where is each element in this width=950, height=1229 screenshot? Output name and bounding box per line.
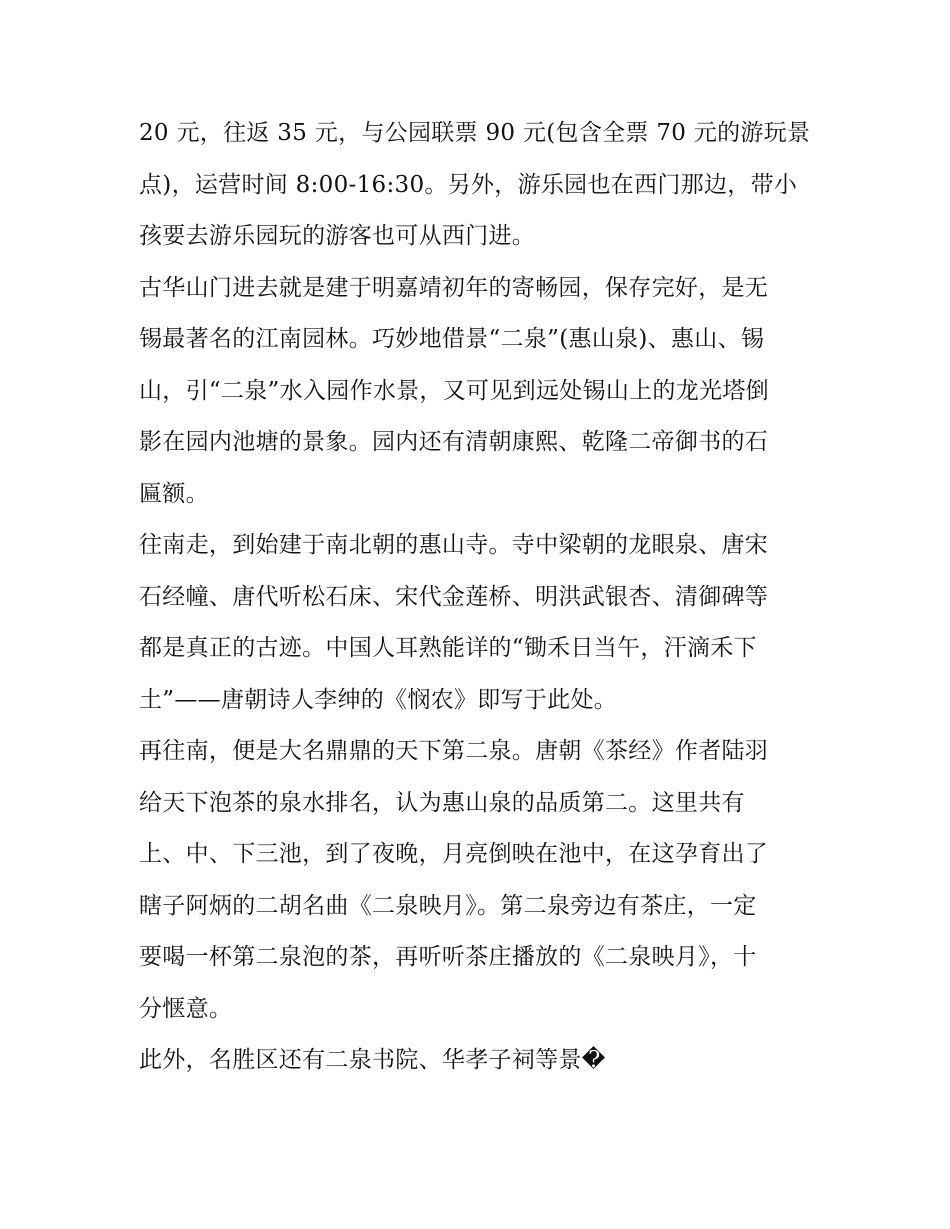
- text-line: 给天下泡茶的泉水排名，认为惠山泉的品质第二。这里共有: [139, 789, 745, 816]
- paragraph: [139, 263, 814, 521]
- text-line: 此外，名胜区还有二泉书院、华孝子祠等景�: [139, 1047, 606, 1073]
- text-line: 古华山门进去就是建于明嘉靖初年的寄畅园，保存完好，是无: [139, 274, 769, 301]
- text-line: 上、中、下三池，到了夜晚，月亮倒映在池中，在这孕育出了: [139, 841, 769, 867]
- paragraph: [139, 726, 814, 1035]
- text-line: 影在园内池塘的景象。园内还有清朝康熙、乾隆二帝御书的石: [139, 429, 769, 455]
- document-body: [139, 108, 814, 1087]
- paragraph: [139, 108, 814, 263]
- text-line: 都是真正的古迹。中国人耳熟能详的“锄禾日当午，汗滴禾下: [139, 635, 757, 661]
- text-line: 山，引“二泉”水入园作水景，又可见到远处锡山上的龙光塔倒: [139, 377, 769, 404]
- text-line: 分惬意。: [139, 995, 233, 1022]
- text-line: 石经幢、唐代听松石床、宋代金莲桥、明洪武银杏、清御碑等: [139, 583, 769, 610]
- text-line: 孩要去游乐园玩的游客也可从西门进。: [139, 223, 536, 249]
- paragraph: [139, 520, 814, 726]
- text-line: 20 元，往返 35 元，与公园联票 90 元(包含全票 70 元的游玩景: [139, 120, 811, 146]
- text-line: 土”——唐朝诗人李绅的《悯农》即写于此处。: [139, 686, 618, 713]
- text-line: 点)，运营时间 8:00-16:30。另外，游乐园也在西门那边，带小: [139, 171, 798, 198]
- text-line: 再往南，便是大名鼎鼎的天下第二泉。唐朝《茶经》作者陆羽: [139, 738, 769, 764]
- text-line: 往南走，到始建于南北朝的惠山寺。寺中梁朝的龙眼泉、唐宋: [139, 532, 769, 558]
- text-line: 匾额。: [139, 480, 209, 507]
- text-line: 要喝一杯第二泉泡的茶，再听听茶庄播放的《二泉映月》，十: [139, 944, 757, 970]
- paragraph: [139, 1035, 814, 1087]
- text-line: 锡最著名的江南园林。巧妙地借景“二泉”(惠山泉)、惠山、锡: [139, 326, 765, 352]
- text-line: 瞎子阿炳的二胡名曲《二泉映月》。第二泉旁边有茶庄，一定: [139, 892, 757, 919]
